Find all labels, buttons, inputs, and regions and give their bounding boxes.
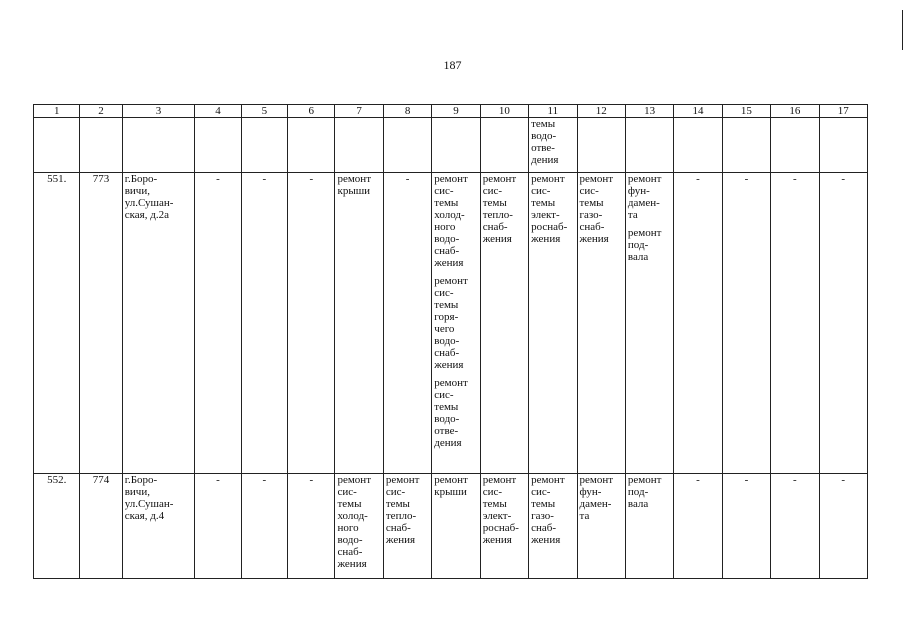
- table-cell: [480, 173, 528, 474]
- table-cell: [288, 118, 335, 173]
- table-cell: [625, 118, 673, 173]
- table-cell: [771, 118, 819, 173]
- table-cell: -: [195, 173, 241, 474]
- address-cell: [122, 173, 195, 474]
- table-cell: -: [722, 474, 770, 579]
- header-cell: 16: [771, 105, 819, 118]
- table-cell: [529, 474, 577, 579]
- table-cell: -: [819, 474, 867, 579]
- cell-text: ремонт сис- темы элект- роснаб- жения: [482, 474, 519, 546]
- table-cell: -: [674, 474, 722, 579]
- header-cell: 15: [722, 105, 770, 118]
- table-cell: [480, 118, 528, 173]
- table-cell: -: [819, 173, 867, 474]
- table-cell: [432, 474, 480, 579]
- table-row: [34, 474, 868, 579]
- table-cell: [577, 118, 625, 173]
- repair-schedule-table: [33, 104, 868, 579]
- header-cell: 13: [625, 105, 673, 118]
- table-cell: [241, 118, 287, 173]
- cell-text: ремонт сис- темы холод- ного водо- снаб- жения: [337, 474, 372, 570]
- scan-edge-line: [902, 10, 903, 50]
- header-cell: 3: [122, 105, 195, 118]
- header-cell: 2: [80, 105, 122, 118]
- table-cell: [577, 173, 625, 474]
- table-cell: [122, 118, 195, 173]
- header-cell: 7: [335, 105, 383, 118]
- table-cell: [34, 118, 80, 173]
- header-cell: 14: [674, 105, 722, 118]
- header-cell: 12: [577, 105, 625, 118]
- cell-text: ремонт сис- темы газо- снаб- жения: [579, 173, 614, 245]
- table-cell: [625, 173, 673, 474]
- cell-text: ремонт фун- дамен- та: [579, 474, 614, 522]
- header-cell: 4: [195, 105, 241, 118]
- header-cell: 1: [34, 105, 80, 118]
- table-cell: [674, 118, 722, 173]
- table-cell: -: [241, 173, 287, 474]
- header-cell: 17: [819, 105, 867, 118]
- header-cell: 5: [241, 105, 287, 118]
- cell-text: ремонт сис- темы элект- роснаб- жения: [531, 173, 568, 245]
- table-cell: -: [195, 474, 241, 579]
- table-row: [34, 173, 868, 474]
- cell-text: ремонт фун- дамен- та: [627, 173, 662, 221]
- table-cell: -: [771, 474, 819, 579]
- table-cell: [335, 474, 383, 579]
- table-cell: [335, 118, 383, 173]
- building-code: 773: [80, 173, 122, 474]
- table-cell: [819, 118, 867, 173]
- table-cell: [529, 173, 577, 474]
- table-cell: [432, 118, 480, 173]
- table-cell: [335, 173, 383, 474]
- continuation-row: [34, 118, 868, 173]
- table-cell: -: [288, 173, 335, 474]
- table-cell: -: [383, 173, 431, 474]
- table-cell: [383, 474, 431, 579]
- cell-text: темы водо- отве- дения: [531, 118, 559, 166]
- table-cell: [529, 118, 577, 173]
- header-cell: 9: [432, 105, 480, 118]
- table-cell: -: [288, 474, 335, 579]
- header-cell: 11: [529, 105, 577, 118]
- table-cell: [722, 118, 770, 173]
- cell-text: ремонт сис- темы тепло- снаб- жения: [482, 173, 517, 245]
- cell-text: ремонт сис- темы газо- снаб- жения: [531, 474, 565, 546]
- table-cell: [577, 474, 625, 579]
- building-code: 774: [80, 474, 122, 579]
- table-cell: -: [674, 173, 722, 474]
- header-cell: 8: [383, 105, 431, 118]
- cell-text: ремонт крыши: [337, 173, 372, 197]
- cell-text: ремонт под- вала: [627, 227, 662, 263]
- cell-text: ремонт сис- темы тепло- снаб- жения: [385, 474, 420, 546]
- address-text: г.Боро- вичи, ул.Сушан- ская, д.2а: [124, 173, 174, 221]
- cell-text: ремонт под- вала: [627, 474, 662, 510]
- table-cell: [432, 173, 480, 474]
- table-cell: [625, 474, 673, 579]
- row-number: 551.: [34, 173, 80, 474]
- table-cell: -: [771, 173, 819, 474]
- table-cell: [195, 118, 241, 173]
- header-cell: 10: [480, 105, 528, 118]
- table-cell: [80, 118, 122, 173]
- address-text: г.Боро- вичи, ул.Сушан- ская, д.4: [124, 474, 174, 522]
- address-cell: [122, 474, 195, 579]
- table-cell: -: [722, 173, 770, 474]
- header-cell: 6: [288, 105, 335, 118]
- cell-text: ремонт крыши: [434, 474, 468, 498]
- table-cell: [383, 118, 431, 173]
- header-row: [34, 105, 868, 118]
- cell-text: ремонт сис- темы холод- ного водо- снаб- жения: [434, 173, 468, 269]
- cell-text: ремонт сис- темы водо- отве- дения: [434, 377, 468, 449]
- row-number: 552.: [34, 474, 80, 579]
- table-cell: -: [241, 474, 287, 579]
- page-number: 187: [443, 58, 462, 72]
- table-cell: [480, 474, 528, 579]
- cell-text: ремонт сис- темы горя- чего водо- снаб- жения: [434, 275, 468, 371]
